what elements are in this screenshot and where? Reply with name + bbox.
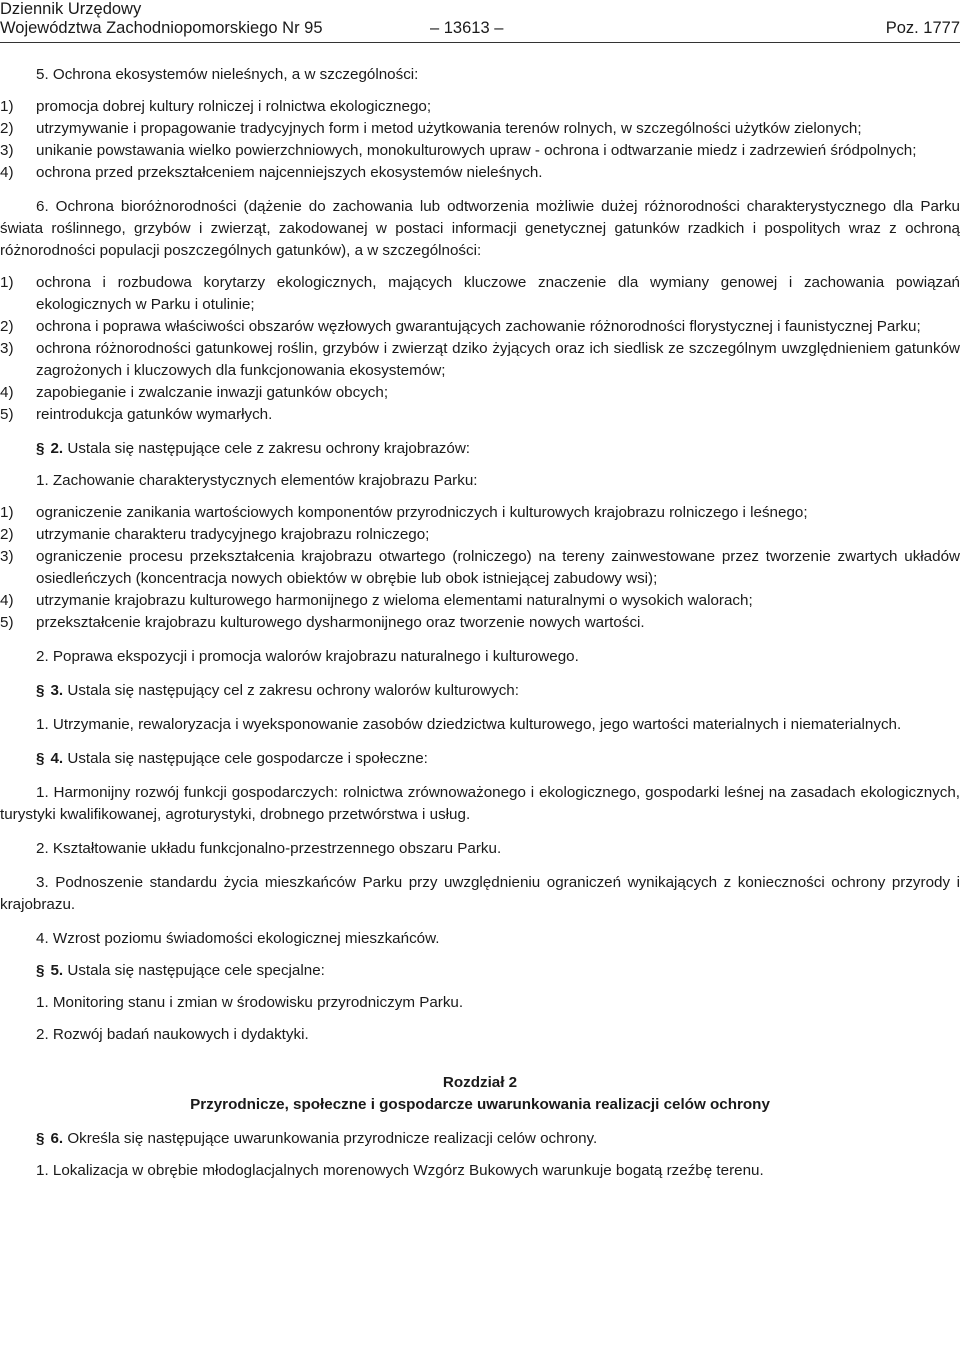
chapter-title: Rozdział 2: [442, 1074, 518, 1091]
list-item: [0, 502, 960, 524]
section-4-heading: [0, 748, 960, 770]
list-block5: [0, 96, 960, 184]
item-text: unikanie powstawania wielko powierzchniowych, monokulturowych upraw - ochrona i odtwarzanie miedz i zadrzewień śródpolnych;: [36, 142, 917, 159]
list-item: [0, 612, 960, 634]
item-number: 2): [0, 120, 14, 137]
item-number: 3): [0, 142, 14, 159]
paragraph: 2. Poprawa ekspozycji i promocja walorów krajobrazu naturalnego i kulturowego.: [36, 648, 579, 665]
document-body: [0, 64, 960, 1182]
section-sign: §: [36, 682, 45, 699]
item-text: przekształcenie krajobrazu kulturowego dysharmonijnego oraz tworzenie nowych wartości.: [36, 614, 645, 631]
item-text: reintrodukcja gatunków wymarłych.: [36, 406, 273, 423]
section-number: 3.: [50, 682, 64, 699]
page-header: [0, 0, 960, 43]
list-item: [0, 382, 960, 404]
section-sign: §: [36, 440, 45, 457]
item-number: 1): [0, 274, 14, 291]
list-block6: [0, 272, 960, 426]
paragraph: 3. Podnoszenie standardu życia mieszkańców Parku przy uwzględnieniu ograniczeń wynikających z konieczności ochrony przyrody i krajobrazu.: [0, 874, 960, 913]
section-6-heading: [0, 1128, 960, 1150]
list-item: [0, 118, 960, 140]
item-text: ochrona i rozbudowa korytarzy ekologicznych, mających kluczowe znaczenie dla wymiany genowej i zachowania powiązań ekologicznych w Parku i otulinie;: [36, 274, 960, 313]
paragraph: 1. Zachowanie charakterystycznych elementów krajobrazu Parku:: [36, 472, 478, 489]
section-text: Określa się następujące uwarunkowania przyrodnicze realizacji celów ochrony.: [67, 1130, 598, 1147]
item-number: 4): [0, 592, 14, 609]
page-number: – 13613 –: [430, 19, 504, 37]
item-text: promocja dobrej kultury rolniczej i rolnictwa ekologicznego;: [36, 98, 432, 115]
item-text: utrzymywanie i propagowanie tradycyjnych form i metod użytkowania terenów rolnych, w szczególności użytków zielonych;: [36, 120, 862, 137]
section-number: 5.: [50, 962, 64, 979]
paragraph: 1. Monitoring stanu i zmian w środowisku przyrodniczym Parku.: [36, 994, 464, 1011]
paragraph: 2. Kształtowanie układu funkcjonalno-przestrzennego obszaru Parku.: [36, 840, 502, 857]
section-text: Ustala się następujące cele z zakresu ochrony krajobrazów:: [67, 440, 471, 457]
item-number: 1): [0, 98, 14, 115]
section-3-heading: [0, 680, 960, 702]
item-text: zapobieganie i zwalczanie inwazji gatunków obcych;: [36, 384, 389, 401]
journal-region-issue: Województwa Zachodniopomorskiego Nr 95: [0, 19, 323, 37]
position-number: Poz. 1777: [885, 19, 960, 37]
list-item: [0, 338, 960, 382]
section-number: 2.: [50, 440, 64, 457]
section-5-heading: [0, 960, 960, 982]
item-text: ochrona różnorodności gatunkowej roślin, grzybów i zwierząt dziko żyjących oraz ich siedlisk ze szczególnym uwzględnieniem gatunków zagrożonych i kluczowych dla funkcjonowania ekosystemów;: [36, 340, 960, 379]
paragraph: 1. Utrzymanie, rewaloryzacja i wyeksponowanie zasobów dziedzictwa kulturowego, jego wartości materialnych i niematerialnych.: [36, 716, 902, 733]
item-number: 5): [0, 614, 14, 631]
item-number: 5): [0, 406, 14, 423]
list-item: [0, 524, 960, 546]
item-number: 4): [0, 384, 14, 401]
item-text: utrzymanie charakteru tradycyjnego krajobrazu rolniczego;: [36, 526, 430, 543]
section-text: Ustala się następujące cele gospodarcze i społeczne:: [67, 750, 428, 767]
item-number: 2): [0, 526, 14, 543]
paragraph-6-intro: 6. Ochrona bioróżnorodności (dążenie do zachowania lub odtworzenia możliwie dużej różnorodności charakterystycznego dla Parku świata roślinnego, grzybów i zwierząt, zakodowanej w postaci informacji genetycznej gatunków rzadkich i pospolitych wraz z ochroną różnorodności populacji poszczególnych gatunków), a w szczególności:: [0, 198, 960, 259]
list-item: [0, 272, 960, 316]
section-2-heading: [0, 438, 960, 460]
paragraph: 4. Wzrost poziomu świadomości ekologicznej mieszkańców.: [36, 930, 440, 947]
paragraph: 1. Harmonijny rozwój funkcji gospodarczych: rolnictwa zrównoważonego i ekologicznego, gospodarki leśnej na zasadach ekologicznych, turystyki kwalifikowanej, agroturystyki, drobnego przetwórstwa i usług.: [0, 784, 960, 823]
section-sign: §: [36, 962, 45, 979]
item-text: ochrona i poprawa właściwości obszarów węzłowych gwarantujących zachowanie różnorodności florystycznej i faunistycznej Parku;: [36, 318, 921, 335]
item-number: 4): [0, 164, 14, 181]
section-sign: §: [36, 750, 45, 767]
item-text: ograniczenie zanikania wartościowych komponentów przyrodniczych i kulturowych krajobrazu rolniczego i leśnego;: [36, 504, 808, 521]
list-section2: [0, 502, 960, 634]
item-number: 3): [0, 340, 14, 357]
section-number: 4.: [50, 750, 64, 767]
section-sign: §: [36, 1130, 45, 1147]
paragraph: 1. Lokalizacja w obrębie młodoglacjalnych morenowych Wzgórz Bukowych warunkuje bogatą rzeźbę terenu.: [36, 1162, 764, 1179]
paragraph-5-intro: 5. Ochrona ekosystemów nieleśnych, a w szczególności:: [36, 66, 419, 83]
list-item: [0, 162, 960, 184]
item-number: 1): [0, 504, 14, 521]
section-number: 6.: [50, 1130, 64, 1147]
section-text: Ustala się następujące cele specjalne:: [67, 962, 325, 979]
chapter-subtitle: Przyrodnicze, społeczne i gospodarcze uwarunkowania realizacji celów ochrony: [190, 1096, 770, 1113]
item-number: 2): [0, 318, 14, 335]
section-text: Ustala się następujący cel z zakresu ochrony walorów kulturowych:: [67, 682, 519, 699]
list-item: [0, 96, 960, 118]
journal-title: Dziennik Urzędowy: [0, 0, 142, 18]
paragraph: 2. Rozwój badań naukowych i dydaktyki.: [36, 1026, 309, 1043]
list-item: [0, 546, 960, 590]
list-item: [0, 590, 960, 612]
item-text: utrzymanie krajobrazu kulturowego harmonijnego z wieloma elementami naturalnymi o wysokich walorach;: [36, 592, 753, 609]
list-item: [0, 404, 960, 426]
list-item: [0, 316, 960, 338]
item-text: ochrona przed przekształceniem najcenniejszych ekosystemów nieleśnych.: [36, 164, 543, 181]
item-number: 3): [0, 548, 14, 565]
list-item: [0, 140, 960, 162]
item-text: ograniczenie procesu przekształcenia krajobrazu otwartego (rolniczego) na tereny zainwestowane przez tworzenie zwartych układów osiedleńczych (koncentracja nowych obiektów w obrębie lub obok istniejącej zabudowy wsi);: [36, 548, 960, 587]
